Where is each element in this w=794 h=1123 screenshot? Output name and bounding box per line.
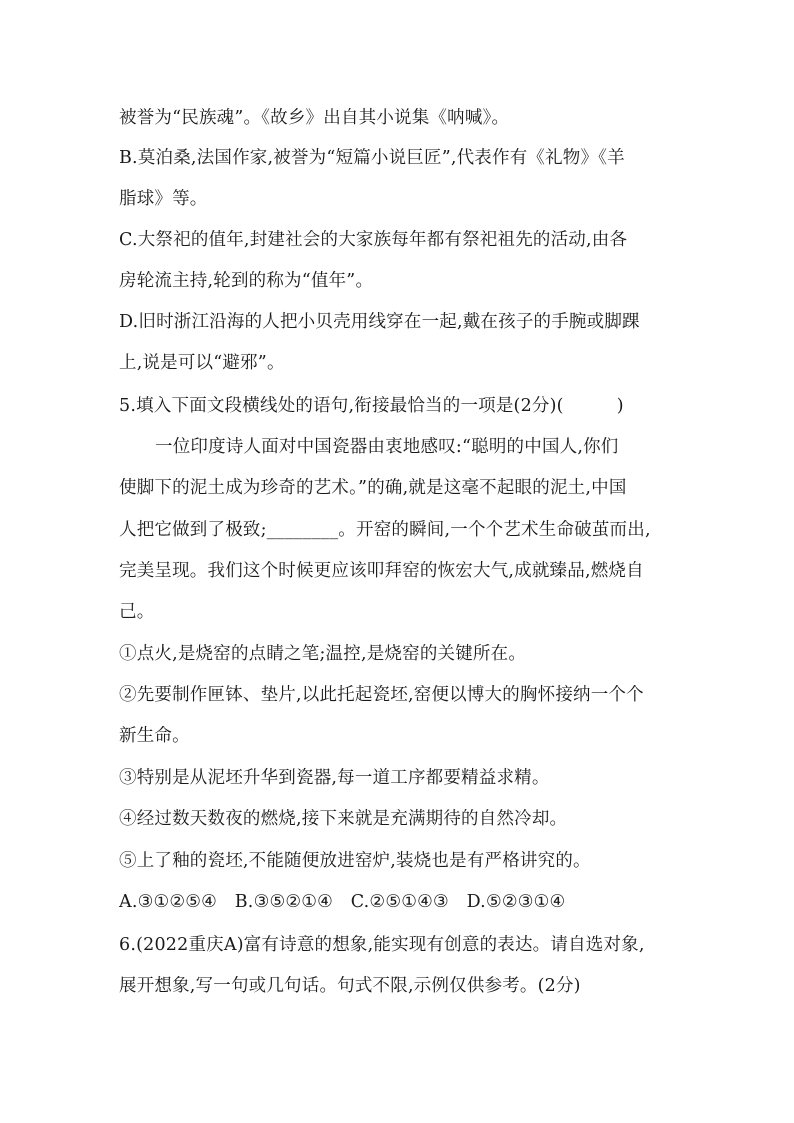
text-line: C.大祭祀的值年,封建社会的大家族每年都有祭祀祖先的活动,由各 xyxy=(119,230,628,250)
passage-line: 一位印度诗人面对中国瓷器由衷地感叹:“聪明的中国人,你们 xyxy=(155,437,619,457)
sentence-option-5: ⑤上了釉的瓷坯,不能随便放进窑炉,装烧也是有严格讲究的。 xyxy=(119,851,591,871)
question-6-stem-cont: 展开想象,写一句或几句话。句式不限,示例仅供参考。(2分) xyxy=(119,976,581,996)
text-line: 脂球》等。 xyxy=(119,189,208,209)
passage-line: 人把它做到了极致;________。开窑的瞬间,一个个艺术生命破茧而出, xyxy=(119,520,651,540)
passage-line: 完美呈现。我们这个时候更应该叩拜窑的恢宏大气,成就臻品,燃烧自 xyxy=(119,561,644,581)
question-5-stem: 5.填入下面文段横线处的语句,衔接最恰当的一项是(2分)( ) xyxy=(119,396,624,416)
text-line: 上,说是可以“避邪”。 xyxy=(119,353,285,373)
passage-line: 使脚下的泥土成为珍奇的艺术。”的确,就是这毫不起眼的泥土,中国 xyxy=(119,478,627,498)
text-line: D.旧时浙江沿海的人把小贝壳用线穿在一起,戴在孩子的手腕或脚踝 xyxy=(119,312,640,332)
answer-choices: A.③①②⑤④ B.③⑤②①④ C.②⑤①④③ D.⑤②③①④ xyxy=(119,892,566,912)
sentence-option-2-cont: 新生命。 xyxy=(119,726,190,746)
sentence-option-2: ②先要制作匣钵、垫片,以此托起瓷坯,窑便以博大的胸怀接纳一个个 xyxy=(119,685,644,705)
sentence-option-4: ④经过数天数夜的燃烧,接下来就是充满期待的自然冷却。 xyxy=(119,809,568,829)
passage-line: 己。 xyxy=(119,602,155,622)
sentence-option-1: ①点火,是烧窑的点睛之笔;温控,是烧窑的关键所在。 xyxy=(119,644,527,664)
text-line: 房轮流主持,轮到的称为“值年”。 xyxy=(119,271,374,291)
text-line: B.莫泊桑,法国作家,被誉为“短篇小说巨匠”,代表作有《礼物》《羊 xyxy=(119,148,625,168)
sentence-option-3: ③特别是从泥坯升华到瓷器,每一道工序都要精益求精。 xyxy=(119,768,550,788)
question-6-stem: 6.(2022重庆A)富有诗意的想象,能实现有创意的表达。请自选对象, xyxy=(119,935,645,955)
text-line: 被誉为“民族魂”。《故乡》出自其小说集《呐喊》。 xyxy=(119,108,510,128)
